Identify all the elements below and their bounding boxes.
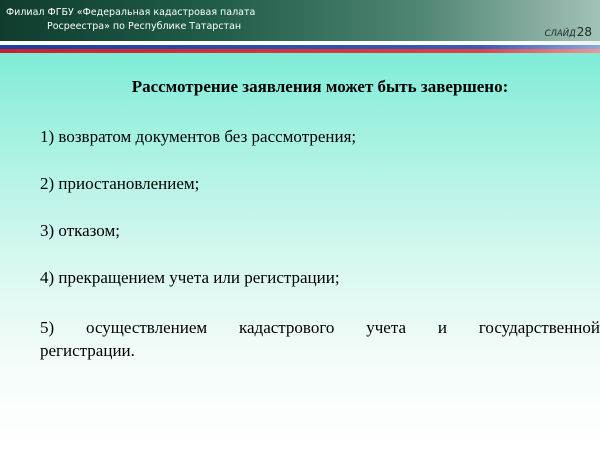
slide-header	[0, 0, 600, 41]
red-stripe	[0, 49, 600, 53]
organization-name-line-1: Филиал ФГБУ «Федеральная кадастровая палата	[6, 7, 256, 18]
list-item-5	[40, 316, 600, 362]
tricolor-stripe	[0, 41, 600, 53]
slide-title: Рассмотрение заявления может быть завершено:	[131, 77, 509, 96]
list-item-1: 1) возвратом документов без рассмотрения;	[40, 127, 357, 146]
list-item-5-line-1: 5) осуществлением кадастрового учета и государственной	[40, 318, 600, 337]
list-item-5-line-2: регистрации.	[40, 341, 135, 360]
list-item-2: 2) приостановлением;	[40, 174, 200, 193]
list-item-3: 3) отказом;	[40, 221, 120, 240]
organization-name-line-2: Росреестра» по Республике Татарстан	[47, 21, 242, 32]
list-item-4: 4) прекращением учета или регистрации;	[40, 268, 340, 287]
slide-label: СЛАЙД	[544, 29, 576, 39]
slide-number: 28	[576, 25, 592, 39]
slide-number-block	[545, 24, 592, 41]
